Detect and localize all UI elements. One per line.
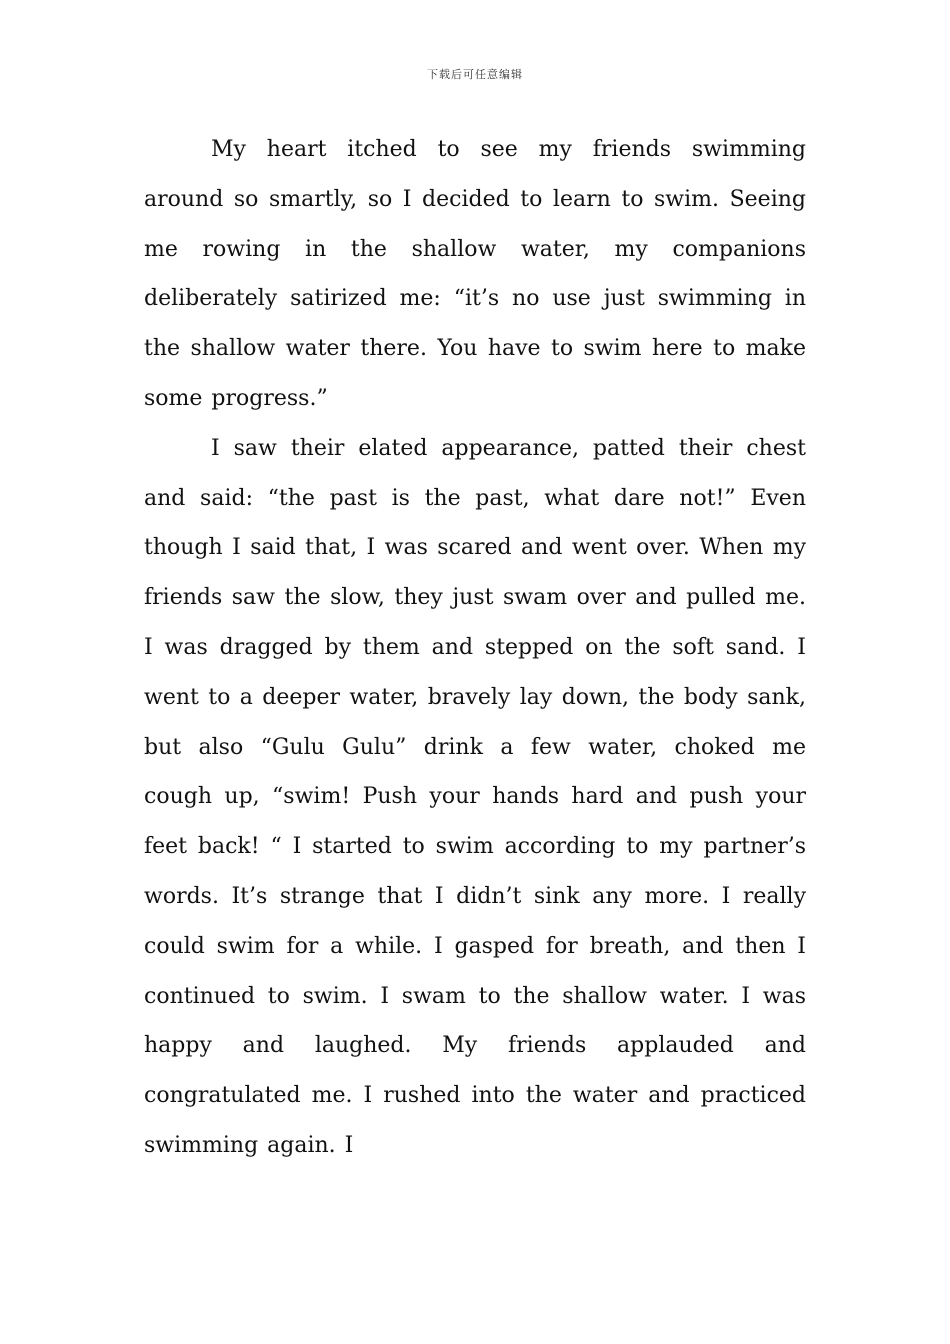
document-body	[144, 125, 806, 1171]
paragraph-2: I saw their elated appearance, patted their chest and said: “the past is the past, what dare not!” Even though I said that, I was scared and went over. When my friends saw the slow, they just swam over and pulled me. I was dragged by them and stepped on the soft sand. I went to a deeper water, bravely lay down, the body sank, but also “Gulu Gulu” drink a few water, choked me cough up, “swim! Push your hands hard and push your feet back! “ I started to swim according to my partner’s words. It’s strange that I didn’t sink any more. I really could swim for a while. I gasped for breath, and then I continued to swim. I swam to the shallow water. I was happy and laughed. My friends applauded and congratulated me. I rushed into the water and practiced swimming again. I	[144, 435, 806, 1158]
page-header-note: 下载后可任意编辑	[427, 68, 523, 81]
paragraph-1: My heart itched to see my friends swimming around so smartly, so I decided to learn to swim. Seeing me rowing in the shallow water, my companions deliberately satirized me: “it’s no use just swimming in the shallow water there. You have to swim here to make some progress.”	[144, 137, 806, 411]
